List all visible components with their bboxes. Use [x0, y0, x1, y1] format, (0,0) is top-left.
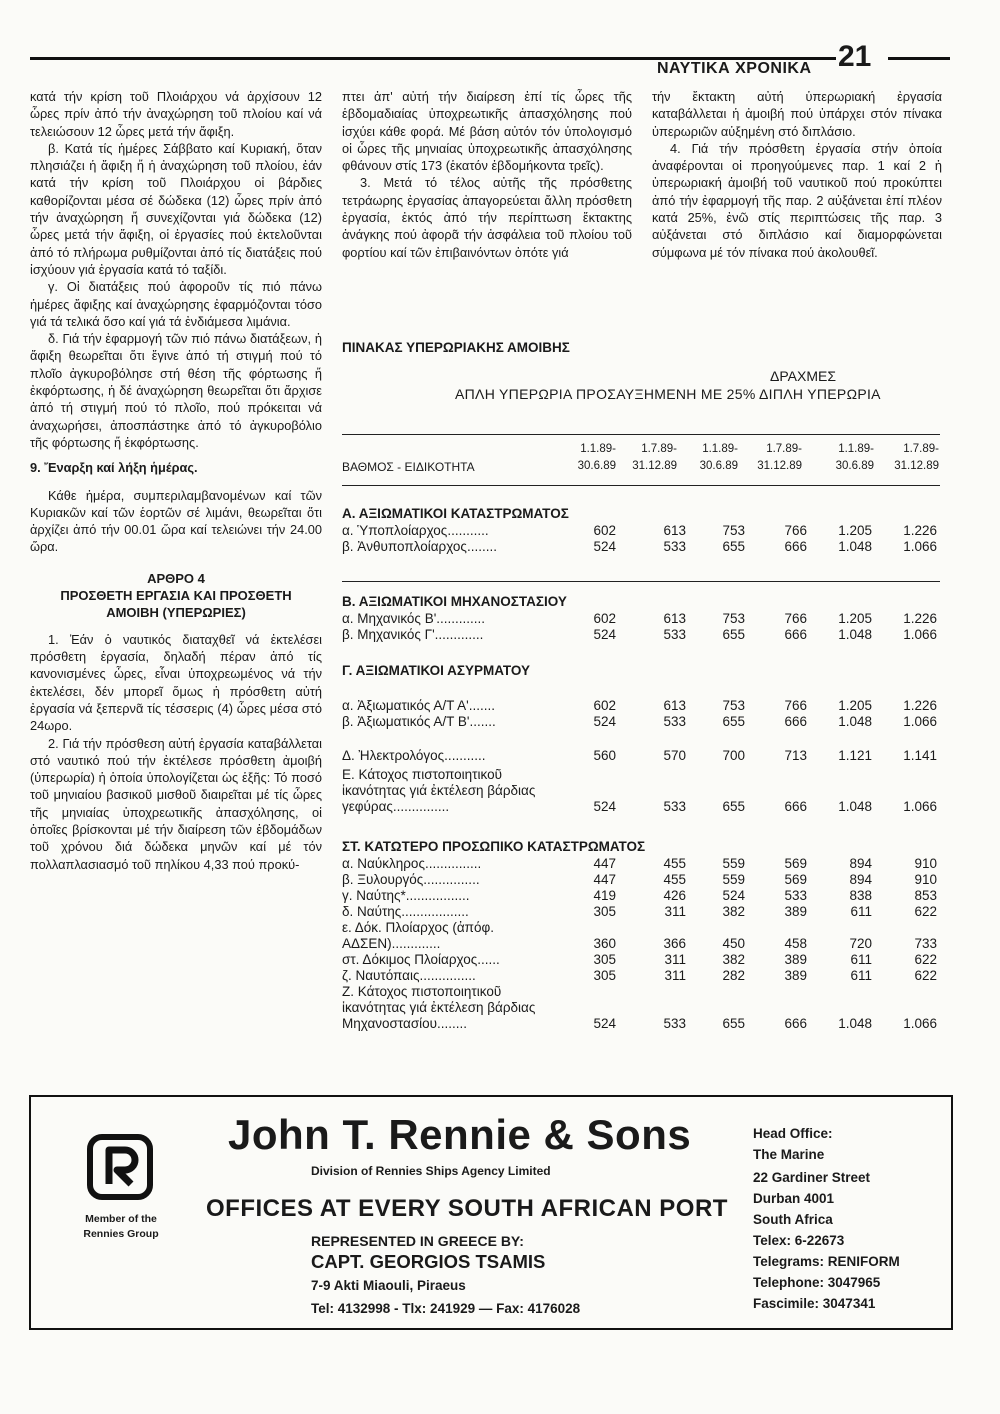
cell: 655: [722, 539, 745, 554]
cell: 838: [849, 888, 872, 903]
cell: 533: [663, 1016, 686, 1031]
text-column-3: [652, 88, 942, 261]
cell: 1.048: [838, 799, 872, 814]
cell: 666: [784, 627, 807, 642]
cell: 1.226: [903, 523, 937, 538]
agent-name: CAPT. GEORGIOS TSAMIS: [311, 1251, 546, 1272]
cell: 611: [850, 968, 872, 983]
group-heading: Α. ΑΞΙΩΜΑΤΙΚΟΙ ΚΑΤΑΣΤΡΩΜΑΤΟΣ: [342, 506, 569, 521]
cell: 611: [850, 952, 872, 967]
period-header: 1.1.89- 30.6.89: [699, 443, 738, 472]
paragraph: πτει ἀπ' αὐτή τήν διαίρεση ἐπί τίς ὧρες τῆς ἑβδομαδιαίας ὑποχρεωτικῆς ἀπασχόλησης πού ἰσχύει κάθε φορά. Μέ βάση αὐτόν τόν ὑπολογισμό οἱ ὧρες τῆς μηνιαίας ὑποχρεωτικῆς ἀπασχόλησης φθάνουν στίς 173 (ἑκατόν ἑβδομήκοντα τρεῖς).: [342, 89, 632, 174]
cell: 720: [849, 936, 872, 951]
company-name: John T. Rennie & Sons: [228, 1111, 692, 1158]
row-label: στ. Δόκιμος Πλοίαρχος......: [342, 952, 500, 967]
head-office-block: Head Office: The Marine 22 Gardiner Street Durban 4001 South Africa Telex: 6-22673 Telegrams: RENIFORM Telephone: 3047965 Fascimile: 3047341: [753, 1126, 900, 1311]
cell: 1.066: [903, 714, 937, 729]
cell: 524: [593, 1016, 616, 1031]
row-label: α. Ἀξιωματικός Α/Τ Α'.......: [342, 698, 496, 713]
cell: 360: [593, 936, 616, 951]
cell: 311: [664, 952, 686, 967]
table-header-row: [342, 437, 940, 485]
table-row: [342, 539, 940, 555]
cell: 311: [664, 968, 686, 983]
cell: 666: [784, 539, 807, 554]
cell: 1.205: [838, 523, 872, 538]
cell: 559: [722, 856, 745, 871]
cell: 733: [914, 936, 937, 951]
agent-address: 7-9 Akti Miaouli, Piraeus: [311, 1278, 466, 1293]
paragraph: β. Κατά τίς ἡμέρες Σάββατο καί Κυριακή, ὅταν πλησιάζει ἡ ἄφιξη ἤ ἡ ἀναχώρηση τοῦ πλοίου, ἐάν κατά τήν κρίση τοῦ Πλοιάρχου οἱ βάρδιες καθορίζονται μέσα σέ δώδεκα (12) ὧρες πρίν ἀπό τήν ἀναχώρηση ἤ συνεχίζονται γιά δώδεκα (12) ὧρες μετά τήν ἄφιξη, οἱ ἐργασίες πού ἐκτελοῦνται ἀπό τό πλήρωμα ρυθμίζονται ἀπό τίς διατάξεις πού ἰσχύουν γιά ἐργασία κατά τό ταξίδι.: [30, 140, 322, 277]
cell: 524: [593, 799, 616, 814]
cell: 569: [784, 872, 807, 887]
row-label: α. Ναύκληρος...............: [342, 856, 482, 871]
cell: 458: [784, 936, 807, 951]
cell: 455: [663, 856, 686, 871]
article-number: ΑΡΘΡΟ 4: [147, 570, 205, 586]
cell: 305: [593, 952, 616, 967]
cell: 559: [722, 872, 745, 887]
cell: 602: [593, 698, 616, 713]
advertisement: [29, 1095, 953, 1330]
table-rule-top: [342, 434, 940, 435]
division-line: Division of Rennies Ships Agency Limited: [311, 1164, 551, 1178]
row-label: γ. Ναύτης*.................: [342, 888, 470, 903]
cell: 533: [663, 714, 686, 729]
cell: 1.048: [838, 539, 872, 554]
article-title-line-2: ΑΜΟΙΒΗ (ΥΠΕΡΩΡΙΕΣ): [106, 604, 246, 620]
cell: 1.066: [903, 627, 937, 642]
period-header: 1.7.89- 31.12.89: [894, 443, 939, 472]
cell: 1.226: [903, 611, 937, 626]
paragraph: 1. Ἐάν ὁ ναυτικός διαταχθεῖ νά ἐκτελέσει πρόσθετη ἐργασία, δηλαδή πέραν ἀπό τίς κανονισμένες ὧρες, εἶναι ὑποχρεωμένος νά τήν ἐκτελέσει, δέν μπορεῖ ὅμως ἡ πρόσθετη αὐτή ἐργασία νά ξεπερνᾶ τίς τέσσερις (4) ὧρες μέσα στό 24ωρο.: [30, 631, 322, 734]
cell: 613: [663, 523, 686, 538]
cell: 1.121: [838, 748, 872, 763]
table-row: [342, 952, 940, 968]
cell: 389: [784, 968, 807, 983]
header-rule-right: [888, 57, 950, 60]
row-label: ζ. Ναυτόπαις...............: [342, 968, 476, 983]
row-label: β. Ξυλουργός...............: [342, 872, 480, 887]
row-label: α. Ὑποπλοίαρχος...........: [342, 523, 489, 538]
table-row: [342, 748, 940, 764]
cell: 570: [663, 748, 686, 763]
cell: 533: [663, 539, 686, 554]
cell: 426: [663, 888, 686, 903]
cell: 455: [663, 872, 686, 887]
currency-label: ΔΡΑΧΜΕΣ: [770, 368, 836, 384]
table-title: ΠΙΝΑΚΑΣ ΥΠΕΡΩΡΙΑΚΗΣ ΑΜΟΙΒΗΣ: [342, 340, 570, 355]
cell: 419: [593, 888, 616, 903]
paragraph: τήν ἔκτακτη αὐτή ὑπερωριακή ἐργασία καταβάλλεται ἡ ἀμοιβή πού ὑπάρχει στόν πίνακα ὑπερωριῶν αὐξημένη στό διπλάσιο.: [652, 89, 942, 139]
cell: 655: [722, 714, 745, 729]
cell: 524: [593, 714, 616, 729]
cell: 753: [722, 698, 745, 713]
cell: 613: [663, 611, 686, 626]
cell: 382: [722, 904, 745, 919]
paragraph: 3. Μετά τό τέλος αὐτῆς τῆς πρόσθετης τετράωρης ἐργασίας ἀπαγορεύεται ἄλλη πρόσθετη ἐργασία, ἐκτός ἀπό τήν περίπτωση ἔκτακτης ἀνάγκης πού ἀφορᾶ τήν ἀσφάλεια τοῦ πλοίου τοῦ φορτίου καί τῶν ἐπιβαινόντων ὁπότε γιά: [342, 175, 632, 260]
cell: 389: [784, 904, 807, 919]
section-heading: 9. Ἔναρξη καί λήξη ἡμέρας.: [30, 460, 198, 476]
cell: 382: [722, 952, 745, 967]
cell: 700: [722, 748, 745, 763]
cell: 655: [722, 799, 745, 814]
text-column-1: [30, 88, 322, 873]
period-header: 1.1.89- 30.6.89: [835, 443, 874, 472]
table-row: [342, 627, 940, 643]
cell: 1.205: [838, 698, 872, 713]
cell: 894: [849, 856, 872, 871]
cell: 305: [593, 968, 616, 983]
period-header: 1.1.89- 30.6.89: [577, 443, 616, 472]
cell: 447: [593, 856, 616, 871]
row-label: Ε. Κάτοχος πιστοποιητικοῦ ἱκανότητας γιά ἐκτέλεση βάρδιας γεφύρας...............: [342, 767, 536, 814]
cell: 766: [784, 698, 807, 713]
cell: 1.205: [838, 611, 872, 626]
paragraph: 2. Γιά τήν πρόσθεση αὐτή ἐργασία καταβάλλεται στό ναυτικό πού τήν ἐκτέλεσε πρόσθετη ἀμοιβή (ὑπερωρία) ἡ ὁποία ὑπολογίζεται ὡς ἑξῆς: Τό ποσό τοῦ μηνιαίου βασικοῦ μισθοῦ διαιρεῖται μέ τίς ὧρες τῆς μηνιαίας ὑποχρεωτικῆς ἀπασχόλησης, οἱ ὁποῖες βρίσκονται μέ τήν διαίρεση τῶν ἑβδομάδων τοῦ χρόνου διά δώδεκα μηνῶν καί μέ τόν πολλαπλασιασμό τοῦ πηλίκου 4,33 πού προκύ-: [30, 735, 322, 872]
cell: 524: [593, 539, 616, 554]
offices-slogan: OFFICES AT EVERY SOUTH AFRICAN PORT: [206, 1195, 728, 1222]
cell: 602: [593, 523, 616, 538]
cell: 894: [849, 872, 872, 887]
cell: 366: [663, 936, 686, 951]
cell: 282: [722, 968, 745, 983]
cell: 560: [593, 748, 616, 763]
cell: 753: [722, 611, 745, 626]
cell: 389: [784, 952, 807, 967]
cell: 655: [722, 1016, 745, 1031]
cell: 533: [663, 799, 686, 814]
table-row: [342, 872, 940, 888]
paragraph: κατά τήν κρίση τοῦ Πλοιάρχου νά ἀρχίσουν 12 ὧρες πρίν ἀπό τήν ἀναχώρηση τοῦ πλοίου καί νά τελειώσουν 12 ὧρες μετά τήν ἄφιξη.: [30, 89, 322, 139]
row-label: Ζ. Κάτοχος πιστοποιητικοῦ ἱκανότητας γιά ἐκτέλεση βάρδιας Μηχανοστασίου........: [342, 984, 536, 1031]
table-row: [342, 968, 940, 984]
cell: 1.141: [903, 748, 937, 763]
cell: 611: [850, 904, 872, 919]
table-row: [342, 698, 940, 714]
group-heading: Γ. ΑΞΙΩΜΑΤΙΚΟΙ ΑΣΥΡΜΑΤΟΥ: [342, 663, 531, 678]
table-row: [342, 523, 940, 539]
table-rule-header: [342, 485, 940, 486]
cell: 766: [784, 523, 807, 538]
text-column-2: [342, 88, 632, 261]
cell: 305: [593, 904, 616, 919]
cell: 602: [593, 611, 616, 626]
cell: 569: [784, 856, 807, 871]
table-rule-section: [342, 581, 940, 582]
row-label: ε. Δόκ. Πλοίαρχος (ἀπόφ. ΑΔΣΕΝ).............: [342, 920, 494, 951]
cell: 1.066: [903, 799, 937, 814]
cell: 613: [663, 698, 686, 713]
cell: 655: [722, 627, 745, 642]
cell: 910: [914, 872, 937, 887]
row-label: α. Μηχανικός Β'.............: [342, 611, 486, 626]
paragraph: Κάθε ἡμέρα, συμπεριλαμβανομένων καί τῶν Κυριακῶν καί τῶν ἑορτῶν σέ λιμάνι, θεωρεῖται ὅτι ἀρχίζει ἀπό τήν 00.01 ὥρα καί τελειώνει τήν 24.00 ὥρα.: [30, 487, 322, 555]
row-label: β. Μηχανικός Γ'.............: [342, 627, 484, 642]
table-row: [342, 888, 940, 904]
overtime-table: [342, 437, 940, 1032]
cell: 622: [914, 904, 937, 919]
row-label: β. Ἀνθυποπλοίαρχος........: [342, 539, 497, 554]
rennies-logo-icon: [87, 1134, 153, 1200]
cell: 524: [593, 627, 616, 642]
table-row: [342, 856, 940, 872]
cell: 666: [784, 714, 807, 729]
represented-label: REPRESENTED IN GREECE BY:: [311, 1233, 524, 1249]
paragraph: 4. Γιά τήν πρόσθετη ἐργασία στήν ὁποία ἀναφέρονται οἱ προηγούμενες παρ. 1 καί 2 ἡ ὑπερωριακή ἀμοιβή τοῦ ναυτικοῦ πού προκύπτει ἀπό τήν ἐφαρμογή τῆς παρ. 2 αὐξάνεται ἐπί πλέον κατά 25%, ἐνῶ στίς περιπτώσεις τῆς παρ. 3 αὐξάνεται στό διπλάσιο καί διαμορφώνεται σύμφωνα μέ τόν πίνακα πού ἀκολουθεῖ.: [652, 140, 942, 260]
greek-representative: [311, 1231, 580, 1319]
paragraph: δ. Γιά τήν ἐφαρμογή τῶν πιό πάνω διατάξεων, ἡ ἄφιξη θεωρεῖται ὅτι ἔγινε ἀπό τή στιγμή πού τό πλοῖο ἀγκυροβόλησε στή θέση τῆς φόρτωσης ἤ ἐκφόρτωσης, ἡ δέ ἀναχώρηση θεωρεῖται ὅτι ἄρχισε ἀπό τή στιγμή πού τό πλοῖο, πού πρόκειται νά ἀναχωρήσει, ἀποσπάστηκε ἀπό τό ἀγκυροβόλιο τῆς φόρτωσης ἤ ἐκφόρτωσης.: [30, 331, 322, 450]
cell: 1.048: [838, 1016, 872, 1031]
member-note: Member of the Rennies Group: [83, 1213, 159, 1240]
publication-title: ΝΑΥΤΙΚΑ ΧΡΟΝΙΚΑ: [657, 60, 812, 77]
group-heading: ΣΤ. ΚΑΤΩΤΕΡΟ ΠΡΟΣΩΠΙΚΟ ΚΑΤΑΣΤΡΩΜΑΤΟΣ: [342, 839, 646, 854]
cell: 311: [664, 904, 686, 919]
cell: 753: [722, 523, 745, 538]
cell: 853: [914, 888, 937, 903]
group-heading: Β. ΑΞΙΩΜΑΤΙΚΟΙ ΜΗΧΑΝΟΣΤΑΣΙΟΥ: [342, 594, 567, 609]
page-number: 21: [838, 40, 872, 73]
agent-contacts: Tel: 4132998 - Tlx: 241929 — Fax: 4176028: [311, 1301, 581, 1316]
cell: 622: [914, 968, 937, 983]
cell: 524: [722, 888, 745, 903]
table-row: [342, 904, 940, 920]
cell: 533: [784, 888, 807, 903]
cell: 713: [784, 748, 807, 763]
table-row: [342, 767, 940, 815]
table-subheader: ΑΠΛΗ ΥΠΕΡΩΡΙΑ ΠΡΟΣΑΥΞΗΜΕΝΗ ΜΕ 25% ΔΙΠΛΗ ΥΠΕΡΩΡΙΑ: [455, 386, 881, 402]
article-title-line-1: ΠΡΟΣΘΕΤΗ ΕΡΓΑΣΙΑ ΚΑΙ ΠΡΟΣΘΕΤΗ: [60, 587, 292, 603]
period-header: 1.7.89- 31.12.89: [632, 443, 677, 472]
table-row: [342, 920, 940, 952]
row-label: δ. Ναύτης..................: [342, 904, 469, 919]
cell: 1.048: [838, 627, 872, 642]
table-row: [342, 984, 940, 1032]
cell: 910: [914, 856, 937, 871]
cell: 1.066: [903, 539, 937, 554]
row-label: Δ. Ἠλεκτρολόγος...........: [342, 748, 486, 763]
cell: 1.226: [903, 698, 937, 713]
paragraph: γ. Οἱ διατάξεις πού ἀφοροῦν τίς πιό πάνω ἡμέρες ἄφιξης καί ἀναχώρησης ἐφαρμόζονται τόσο γιά τά τελικά ὅσο καί γιά τά ἐνδιάμεσα λιμάνια.: [30, 279, 322, 329]
cell: 450: [722, 936, 745, 951]
cell: 622: [914, 952, 937, 967]
table-row: [342, 611, 940, 627]
row-label: β. Ἀξιωματικός Α/Τ Β'.......: [342, 714, 496, 729]
cell: 666: [784, 1016, 807, 1031]
cell: 1.048: [838, 714, 872, 729]
cell: 447: [593, 872, 616, 887]
cell: 533: [663, 627, 686, 642]
period-header: 1.7.89- 31.12.89: [757, 443, 802, 472]
rank-column-header: ΒΑΘΜΟΣ - ΕΙΔΙΚΟΤΗΤΑ: [342, 460, 475, 474]
table-row: [342, 714, 940, 730]
cell: 1.066: [903, 1016, 937, 1031]
cell: 766: [784, 611, 807, 626]
cell: 666: [784, 799, 807, 814]
